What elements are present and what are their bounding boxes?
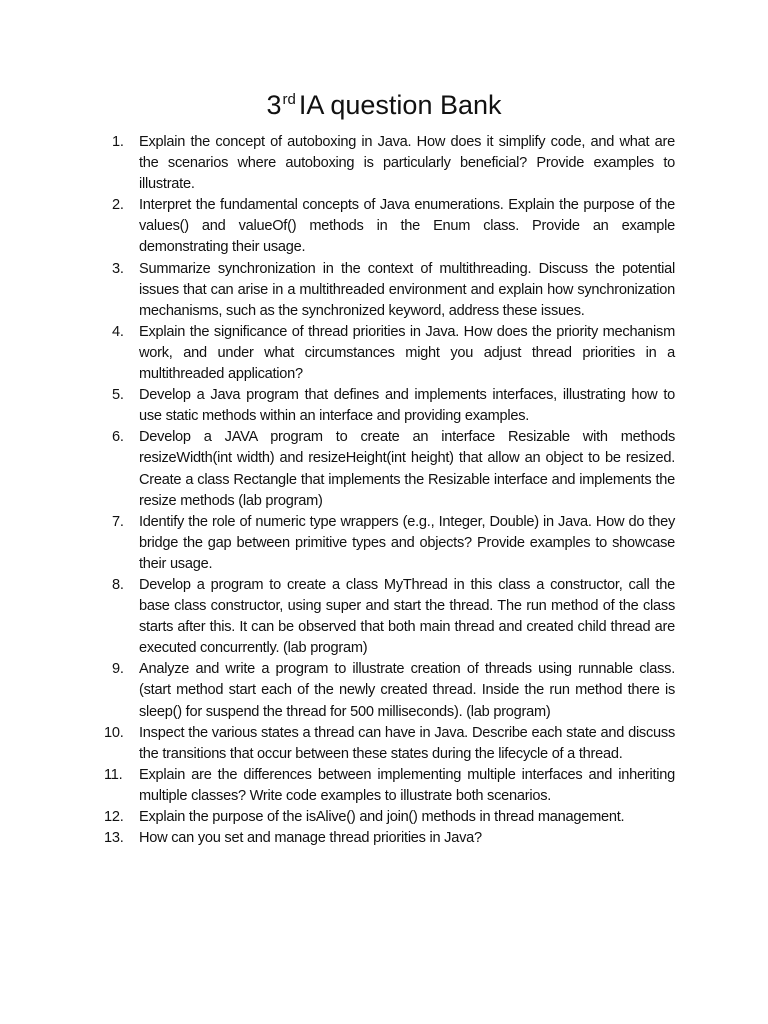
question-text: Explain the significance of thread priorities in Java. How does the priority mechanism work, and under what circumstances might you adjust thread priorities in a multithreaded application? <box>139 323 675 383</box>
question-item-2 <box>112 195 675 258</box>
question-number: 13. <box>104 830 124 847</box>
question-number: 10. <box>104 724 124 741</box>
question-number: 1. <box>112 134 124 150</box>
question-number: 11. <box>104 766 123 783</box>
question-text: Summarize synchronization in the context of multithreading. Discuss the potential issues that can arise in a multithreaded environment and explain how synchronization mechanisms, such as the synchronized keyword, address these issues. <box>139 260 675 319</box>
question-item-9 <box>112 659 675 722</box>
question-number: 8. <box>112 576 124 593</box>
title-text: IA question Bank <box>298 90 502 120</box>
question-number: 4. <box>112 323 124 340</box>
question-number: 5. <box>112 387 124 404</box>
question-item-13 <box>104 828 675 849</box>
page-title <box>0 86 768 124</box>
question-item-6 <box>112 427 675 511</box>
question-number: 6. <box>112 429 124 446</box>
title-number: 3 <box>266 90 282 120</box>
question-list <box>104 132 675 849</box>
question-text: Analyze and write a program to illustrate creation of threads using runnable class. (start method start each of the newly created thread. Inside the run method there is sleep() for suspend the thread for 500 milliseconds). (lab program) <box>139 661 675 720</box>
question-number: 7. <box>112 513 124 530</box>
question-item-7 <box>112 512 675 575</box>
question-item-4 <box>112 322 675 385</box>
question-text: Explain the concept of autoboxing in Java. How does it simplify code, and what are the scenarios where autoboxing is particularly beneficial? Provide examples to illustrate. <box>139 134 675 193</box>
question-item-12 <box>104 807 675 828</box>
question-item-3 <box>112 259 675 322</box>
question-text: Explain are the differences between implementing multiple interfaces and inheriting multiple classes? Write code examples to illustrate both scenarios. <box>139 766 675 804</box>
title-ordinal-suffix: rd <box>282 91 296 108</box>
question-item-8 <box>112 575 675 659</box>
question-text: Develop a JAVA program to create an interface Resizable with methods resizeWidth(int width) and resizeHeight(int height) that allow an object to be resized. Create a class Rectangle that implements the Resizable interface and implements the resize methods (lab program) <box>139 429 675 509</box>
question-number: 9. <box>112 661 124 678</box>
question-item-11 <box>104 765 675 807</box>
question-text: Inspect the various states a thread can have in Java. Describe each state and discuss the transitions that occur between these states during the lifecycle of a thread. <box>139 724 675 762</box>
question-text: Develop a program to create a class MyThread in this class a constructor, call the base class constructor, using super and start the thread. The run method of the class starts after this. It can be observed that both main thread and created child thread are executed concurrently. (lab program) <box>139 576 675 657</box>
question-text: Identify the role of numeric type wrappers (e.g., Integer, Double) in Java. How do they bridge the gap between primitive types and objects? Provide examples to showcase their usage. <box>139 513 675 572</box>
question-text: Explain the purpose of the isAlive() and join() methods in thread management. <box>139 809 625 825</box>
question-number: 2. <box>112 197 124 214</box>
question-item-1 <box>112 132 675 195</box>
question-text: Interpret the fundamental concepts of Java enumerations. Explain the purpose of the values() and valueOf() methods in the Enum class. Provide an example demonstrating their usage. <box>139 197 675 256</box>
question-number: 12. <box>104 809 124 825</box>
question-item-10 <box>104 723 675 765</box>
question-number: 3. <box>112 260 124 277</box>
question-item-5 <box>112 385 675 427</box>
question-text: Develop a Java program that defines and implements interfaces, illustrating how to use static methods within an interface and providing examples. <box>139 387 675 425</box>
question-text: How can you set and manage thread priorities in Java? <box>139 830 482 847</box>
